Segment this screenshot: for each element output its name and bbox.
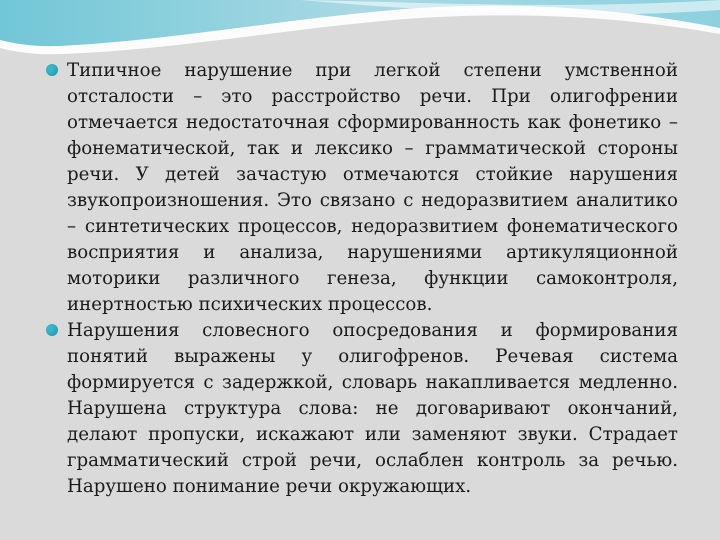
bullet-dot-icon xyxy=(46,64,58,76)
bullet-list xyxy=(46,58,678,500)
bullet-dot-icon xyxy=(46,324,58,336)
bullet-item-2 xyxy=(46,318,678,500)
bullet-text: Нарушения словесного опосредования и формирования понятий выражены у олигофренов. Речевая система формируется с задержкой, словарь накапливается медленно. Нарушена структура слова: не договаривают окончаний, делают пропуски, искажают или заменяют звуки. Страдает грамматический строй речи, ослаблен контроль за речью. Нарушено понимание речи окружающих. xyxy=(67,320,678,497)
bullet-item-1 xyxy=(46,58,678,318)
bullet-text: Типичное нарушение при легкой степени умственной отсталости – это расстройство речи. При олигофрении отмечается недостаточная сформированность как фонетико – фонематической, так и лексико – грамматической стороны речи. У детей зачастую отмечаются стойкие нарушения звукопроизношения. Это связано с недоразвитием аналитико – синтетических процессов, недоразвитием фонематического восприятия и анализа, нарушениями артикуляционной моторики различного генеза, функции самоконтроля, инертностью психических процессов. xyxy=(67,60,678,315)
